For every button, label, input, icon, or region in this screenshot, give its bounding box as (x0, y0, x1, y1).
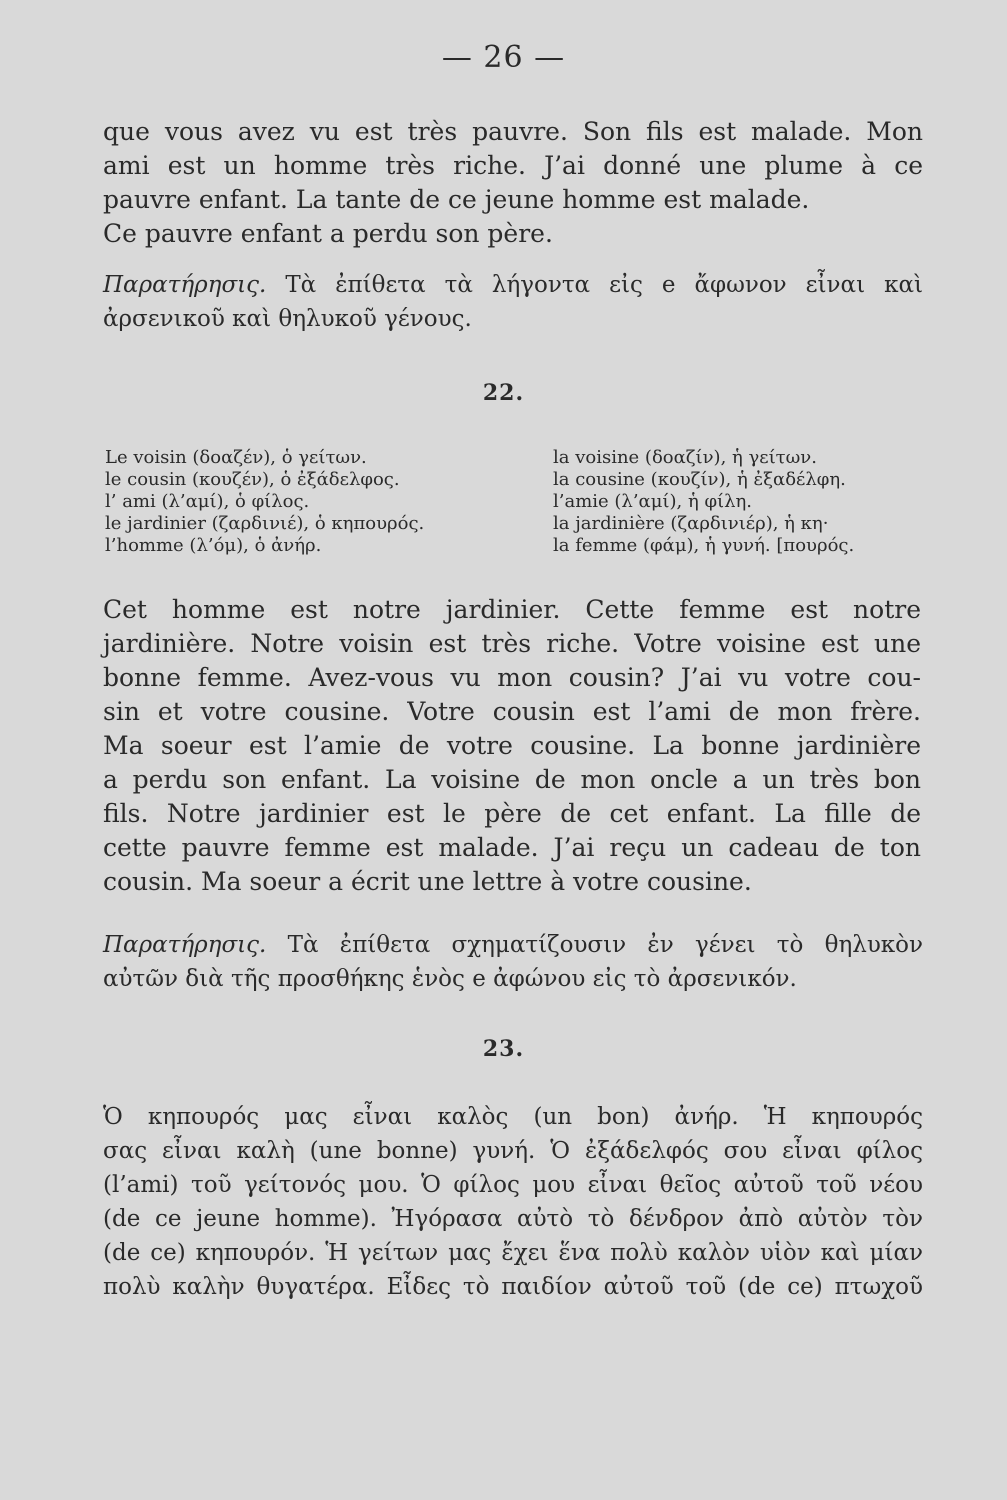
text-line: cette pauvre femme est malade. J’ai reçu un cadeau de ton (103, 833, 921, 862)
remark-text: Τὰ ἐπίθετα σχηματίζουσιν ἐν γένει τὸ θηλυκὸν (287, 932, 924, 958)
text-line: fils. Notre jardinier est le père de cet enfant. La fille de (103, 799, 921, 828)
text-line: bonne femme. Avez-vous vu mon cousin? J’ai vu votre cou- (103, 663, 921, 692)
vocabulary-masculine (105, 447, 424, 557)
vocab-entry: la voisine (δοαζίν), ἡ γείτων. (553, 447, 817, 468)
vocab-entry: l’ ami (λ’αμί), ὁ φίλος. (105, 491, 310, 512)
vocab-entry: la jardinière (ζαρδινιέρ), ἡ κη· (553, 513, 829, 534)
vocab-entry: l’amie (λ’αμί), ἡ φίλη. (553, 491, 753, 512)
section-number-22: 22. (482, 380, 525, 406)
text-line: a perdu son enfant. La voisine de mon oncle a un très bon (103, 765, 921, 794)
text-line: pauvre enfant. La tante de ce jeune homme est malade. (103, 185, 810, 214)
text-line: ami est un homme très riche. J’ai donné une plume à ce (103, 151, 923, 180)
remark-text: ἀρσενικοῦ καὶ θηλυκοῦ γένους. (103, 306, 472, 332)
text-line: σας εἶναι καλὴ (une bonne) γυνή. Ὁ ἐξάδελφός σου εἶναι φίλος (103, 1138, 923, 1164)
page-number: — 26 — (441, 40, 566, 75)
vocab-entry: la cousine (κουζίν), ἡ ἐξαδέλφη. (553, 469, 846, 490)
remark-label: Παρατήρησις. (103, 932, 267, 958)
remark-1 (103, 268, 923, 336)
remark-2 (103, 928, 923, 996)
vocab-entry: le jardinier (ζαρδινιέ), ὁ κηπουρός. (105, 513, 425, 534)
vocab-entry: la femme (φάμ), ἡ γυνή. [πουρός. (553, 535, 855, 556)
text-line: πολὺ καλὴν θυγατέρα. Εἶδες τὸ παιδίον αὐτοῦ τοῦ (de ce) πτωχοῦ (103, 1274, 923, 1300)
text-line: (de ce) κηπουρόν. Ἡ γείτων μας ἔχει ἕνα πολὺ καλὸν υἱὸν καὶ μίαν (103, 1240, 923, 1266)
vocab-entry: l’homme (λ’όμ), ὁ ἀνήρ. (105, 535, 322, 556)
text-line: Ὁ κηπουρός μας εἶναι καλὸς (un bon) ἀνήρ. Ἡ κηπουρός (103, 1104, 923, 1130)
text-line: Ma soeur est l’amie de votre cousine. La bonne jardinière (103, 731, 921, 760)
paragraph-greek-exercise (103, 1100, 923, 1304)
text-line: que vous avez vu est très pauvre. Son fils est malade. Mon (103, 117, 923, 146)
text-line: Ce pauvre enfant a perdu son père. (103, 219, 553, 248)
section-number-23: 23. (482, 1036, 525, 1062)
vocab-entry: le cousin (κουζέν), ὁ ἐξάδελφος. (105, 469, 400, 490)
remark-text: αὐτῶν διὰ τῆς προσθήκης ἑνὸς e ἀφώνου εἰς τὸ ἀρσενικόν. (103, 966, 797, 992)
text-line: (l’ami) τοῦ γείτονός μου. Ὁ φίλος μου εἶναι θεῖος αὐτοῦ τοῦ νέου (103, 1172, 923, 1198)
text-line: sin et votre cousine. Votre cousin est l’ami de mon frère. (103, 697, 921, 726)
text-line: (de ce jeune homme). Ἠγόρασα αὐτὸ τὸ δένδρον ἀπὸ αὐτὸν τὸν (103, 1206, 923, 1232)
vocab-entry: Le voisin (δοαζέν), ὁ γείτων. (105, 447, 367, 468)
remark-text: Τὰ ἐπίθετα τὰ λήγοντα εἰς e ἄφωνον εἶναι καὶ (285, 272, 923, 298)
remark-label: Παρατήρησις. (103, 272, 267, 298)
text-line: jardinière. Notre voisin est très riche. Votre voisine est une (103, 629, 921, 658)
paragraph-french-2 (103, 593, 921, 899)
text-line: cousin. Ma soeur a écrit une lettre à votre cousine. (103, 867, 752, 896)
paragraph-french-1 (103, 115, 923, 251)
text-line: Cet homme est notre jardinier. Cette femme est notre (103, 595, 921, 624)
vocabulary-feminine (553, 447, 854, 557)
